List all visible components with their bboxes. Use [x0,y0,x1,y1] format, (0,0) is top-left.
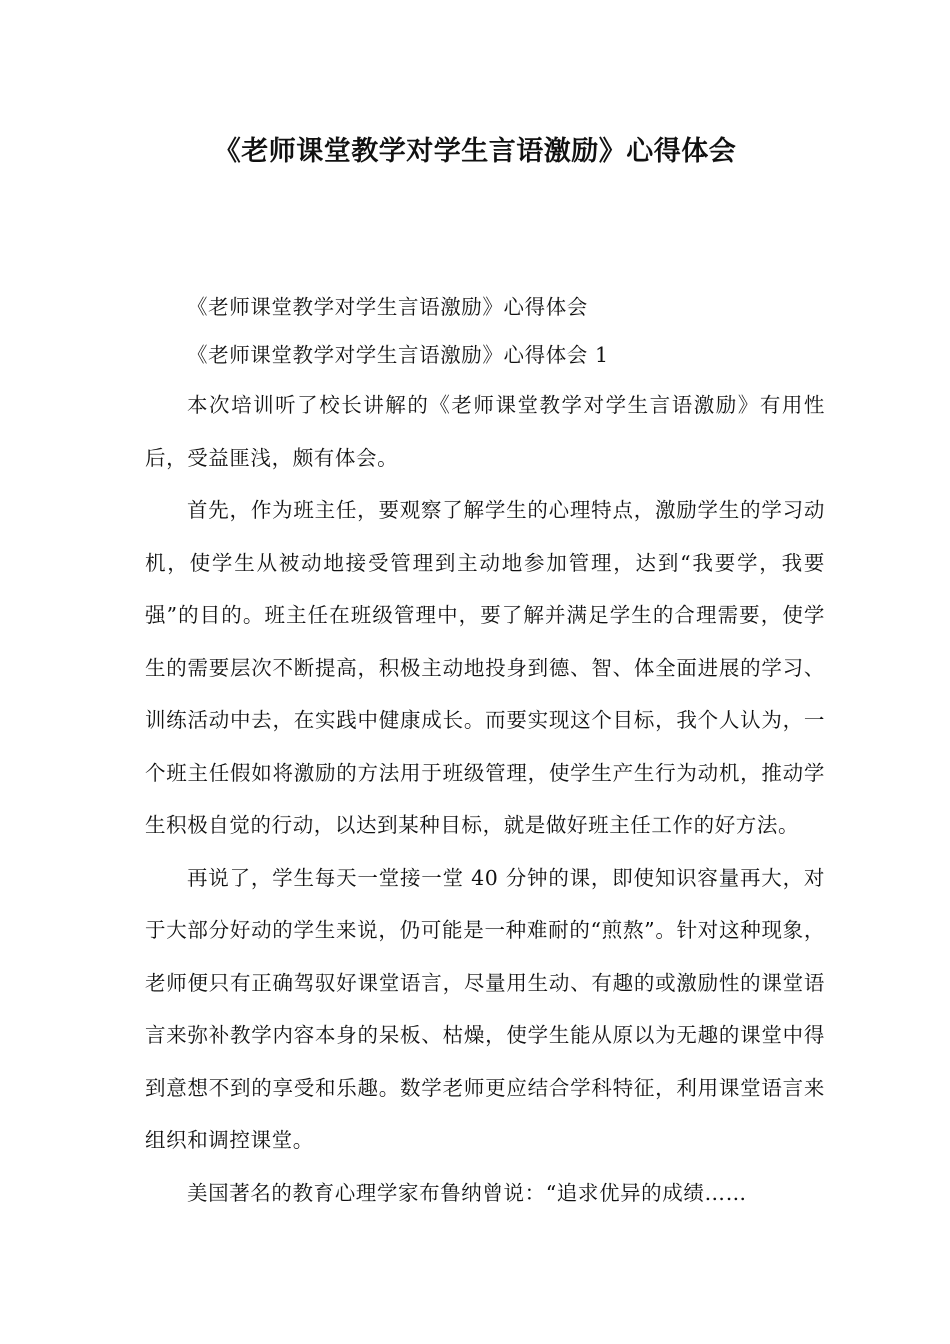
body-paragraph: 再说了，学生每天一堂接一堂 40 分钟的课，即使知识容量再大，对于大部分好动的学生来说，仍可能是一种难耐的“煎熬”。针对这种现象，老师便只有正确驾驭好课堂语言，尽量用生动、有趣的或激励性的课堂语言来弥补教学内容本身的呆板、枯燥，使学生能从原以为无趣的课堂中得到意想不到的享受和乐趣。数学老师更应结合学科特征，利用课堂语言来组织和调控课堂。 [145,865,825,1152]
body-paragraph: 首先，作为班主任，要观察了解学生的心理特点，激励学生的学习动机，使学生从被动地接受管理到主动地参加管理，达到“我要学，我要强”的目的。班主任在班级管理中，要了解并满足学生的合理需要，使学生的需要层次不断提高，积极主动地投身到德、智、体全面进展的学习、训练活动中去，在实践中健康成长。而要实现这个目标，我个人认为，一个班主任假如将激励的方法用于班级管理，使学生产生行为动机，推动学生积极自觉的行动，以达到某种目标，就是做好班主任工作的好方法。 [145,498,825,837]
body-paragraph: 美国著名的教育心理学家布鲁纳曾说：“追求优异的成绩…… [187,1180,747,1205]
document-body [145,283,825,1219]
body-paragraph: 本次培训听了校长讲解的《老师课堂教学对学生言语激励》有用性后，受益匪浅，颇有体会。 [145,393,825,470]
subtitle-line: 《老师课堂教学对学生言语激励》心得体会 [187,295,588,319]
document-title: 《老师课堂教学对学生言语激励》心得体会 [213,136,737,167]
section-heading: 《老师课堂教学对学生言语激励》心得体会 1 [187,343,609,367]
